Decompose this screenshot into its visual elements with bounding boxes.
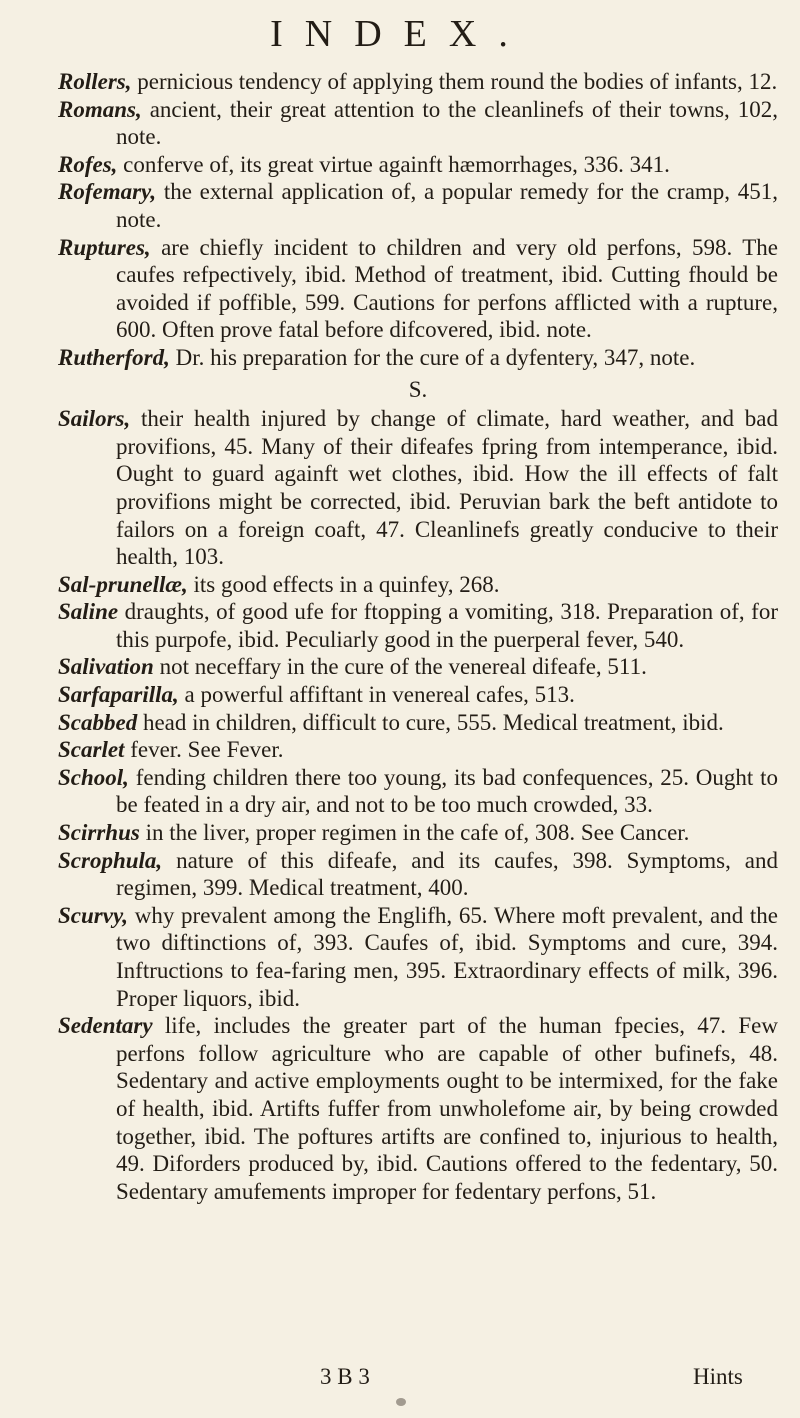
index-entry [58, 902, 778, 1012]
index-entry [58, 178, 778, 233]
index-entry [58, 819, 778, 847]
entry-text: nature of this difeafe, and its caufes, 398. Symptoms, and regimen, 399. Medical treatment, 400. [116, 847, 778, 901]
entry-text: ancient, their great attention to the cleanlinefs of their towns, 102, note. [116, 96, 778, 150]
entry-text: head in children, difficult to cure, 555. Medical treatment, ibid. [137, 709, 724, 735]
section-letter: S. [408, 376, 428, 402]
entry-text: in the liver, proper regimen in the cafe of, 308. See Cancer. [139, 820, 690, 846]
index-entry [58, 234, 778, 344]
entry-term: Sailors, [58, 406, 131, 432]
entry-text: fever. See Fever. [124, 737, 284, 763]
entry-term: Scrophula, [58, 847, 163, 873]
entry-text: not neceffary in the cure of the venereal difeafe, 511. [153, 654, 647, 680]
entry-text: the external application of, a popular remedy for the cramp, 451, note. [116, 179, 778, 232]
entry-text: conferve of, its great virtue againft hæmorrhages, 336. 341. [117, 151, 670, 177]
entry-term: Rofemary, [58, 179, 157, 205]
entry-text: life, includes the greater part of the human fpecies, 47. Few perfons follow agriculture who are capable of other bufinefs, 48. Sedentary and active employments ought to be intermixed, for the fake of health, ibid. Artifts fuffer from unwholefome air, by being crowded together, ibid. The poftures artifts are confined to, injurious to health, 49. Diforders produced by, ibid. Cautions offered to the fedentary, 50. Sedentary amufements improper for fedentary perfons, 51. [116, 1013, 778, 1204]
entry-term: Salivation [58, 654, 154, 680]
entry-text: why prevalent among the Englifh, 65. Where moft prevalent, and the two diftinctions of, 393. Caufes of, ibid. Symptoms and cure, 394. Inftructions to fea-faring men, 395. Extraordinary effects of milk, 396. Proper liquors, ibid. [116, 902, 778, 1011]
catchword: Hints [693, 1364, 743, 1389]
index-entry [58, 1012, 778, 1205]
index-entry [58, 68, 778, 96]
index-entry [58, 598, 778, 653]
entries-after [58, 405, 778, 1205]
entry-text: draughts, of good ufe for ftopping a vomiting, 318. Preparation of, for this purpofe, ibid. Peculiarly good in the puerperal fever, 540. [116, 599, 778, 652]
entry-text: their health injured by change of climate, hard weather, and bad provifions, 45. Many of their difeafes fpring from intemperance, ibid. Ought to guard againft wet clothes, ibid. How the ill effects of falt provifions might be corrected, ibid. Peruvian bark the beft antidote to failors on a foreign coaft, 47. Cleanlinefs greatly conducive to their health, 103. [116, 406, 778, 570]
ink-smudge [396, 1398, 406, 1406]
index-entry [58, 405, 778, 571]
entry-term: Saline [58, 599, 119, 625]
index-entry [58, 681, 778, 709]
index-entry [58, 764, 778, 819]
entry-term: Scurvy, [58, 902, 129, 928]
index-entry [58, 709, 778, 737]
entry-text: a powerful affiftant in venereal cafes, 513. [178, 682, 575, 708]
entry-term: Rofes, [58, 151, 118, 177]
entry-term: Sal-prunellæ, [58, 571, 188, 597]
index-entry [58, 151, 778, 179]
index-body [58, 68, 778, 1205]
entry-text: its good effects in a quinfey, 268. [187, 571, 500, 597]
entry-term: Sedentary [58, 1013, 153, 1039]
index-entry [58, 96, 778, 151]
index-entry [58, 653, 778, 681]
entry-term: Rollers, [58, 69, 132, 94]
entry-term: Ruptures, [58, 234, 151, 260]
entry-term: Scarlet [58, 737, 125, 763]
index-entry [58, 571, 778, 599]
page-header: INDEX. [270, 13, 530, 55]
entry-term: Sarfaparilla, [58, 682, 179, 708]
signature-mark: 3 B 3 [320, 1364, 370, 1389]
entry-text: are chiefly incident to children and very old perfons, 598. The caufes refpectively, ibid. Method of treatment, ibid. Cutting fhould be avoided if poffible, 599. Cautions for perfons afflicted with a rupture, 600. Often prove fatal before difcovered, ibid. note. [116, 234, 778, 343]
entry-term: Scabbed [58, 709, 138, 735]
entry-text: Dr. his preparation for the cure of a dyfentery, 347, note. [169, 344, 696, 370]
index-entry [58, 736, 778, 764]
index-entry [58, 344, 778, 372]
entry-text: pernicious tendency of applying them round the bodies of infants, 12. [131, 69, 778, 94]
entry-term: Romans, [58, 96, 142, 122]
entry-term: Rutherford, [58, 344, 170, 370]
entry-term: School, [58, 764, 129, 790]
entry-text: fending children there too young, its bad confequences, 25. Ought to be feated in a dry air, and not to be too much crowded, 33. [116, 764, 778, 818]
entry-term: Scirrhus [58, 820, 140, 846]
entries-before [58, 68, 778, 372]
index-entry [58, 847, 778, 902]
